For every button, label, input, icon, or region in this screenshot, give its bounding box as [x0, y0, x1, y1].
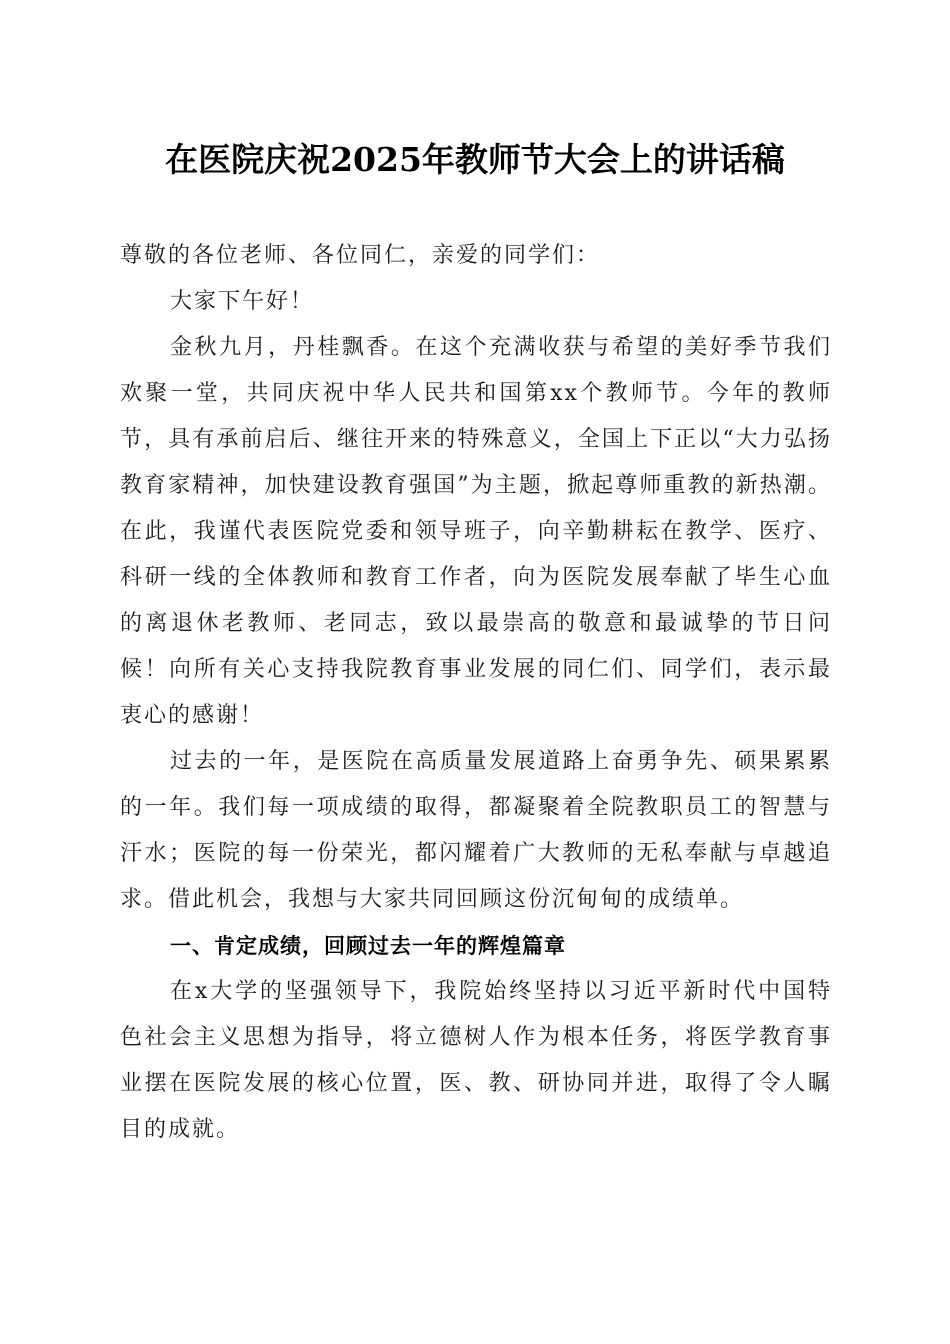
document-body: [120, 233, 832, 1153]
section-heading: 一、肯定成绩，回顾过去一年的辉煌篇章: [170, 934, 566, 958]
salutation: 尊敬的各位老师、各位同仁，亲爱的同学们：: [120, 243, 601, 268]
document-title: 在医院庆祝2025年教师节大会上的讲话稿: [165, 140, 785, 179]
paragraph: 金秋九月，丹桂飘香。在这个充满收获与希望的美好季节我们欢聚一堂，共同庆祝中华人民共和国第xx个教师节。今年的教师节，具有承前启后、继往开来的特殊意义，全国上下正以“大力弘扬教育家精神，加快建设教育强国”为主题，掀起尊师重教的新热潮。在此，我谨代表医院党委和领导班子，向辛勤耕耘在教学、医疗、科研一线的全体教师和教育工作者，向为医院发展奉献了毕生心血的离退休老教师、老同志，致以最崇高的敬意和最诚挚的节日问候！向所有关心支持我院教育事业发展的同仁们、同学们，表示最衷心的感谢！: [120, 335, 832, 728]
section-paragraph: 在x大学的坚强领导下，我院始终坚持以习近平新时代中国特色社会主义思想为指导，将立德树人作为根本任务，将医学教育事业摆在医院发展的核心位置，医、教、研协同并进，取得了令人瞩目的成就。: [120, 979, 832, 1142]
paragraph: 过去的一年，是医院在高质量发展道路上奋勇争先、硕果累累的一年。我们每一项成绩的取得，都凝聚着全院教职员工的智慧与汗水；医院的每一份荣光，都闪耀着广大教师的无私奉献与卓越追求。借此机会，我想与大家共同回顾这份沉甸甸的成绩单。: [120, 749, 832, 912]
greeting: 大家下午好！: [170, 289, 315, 314]
